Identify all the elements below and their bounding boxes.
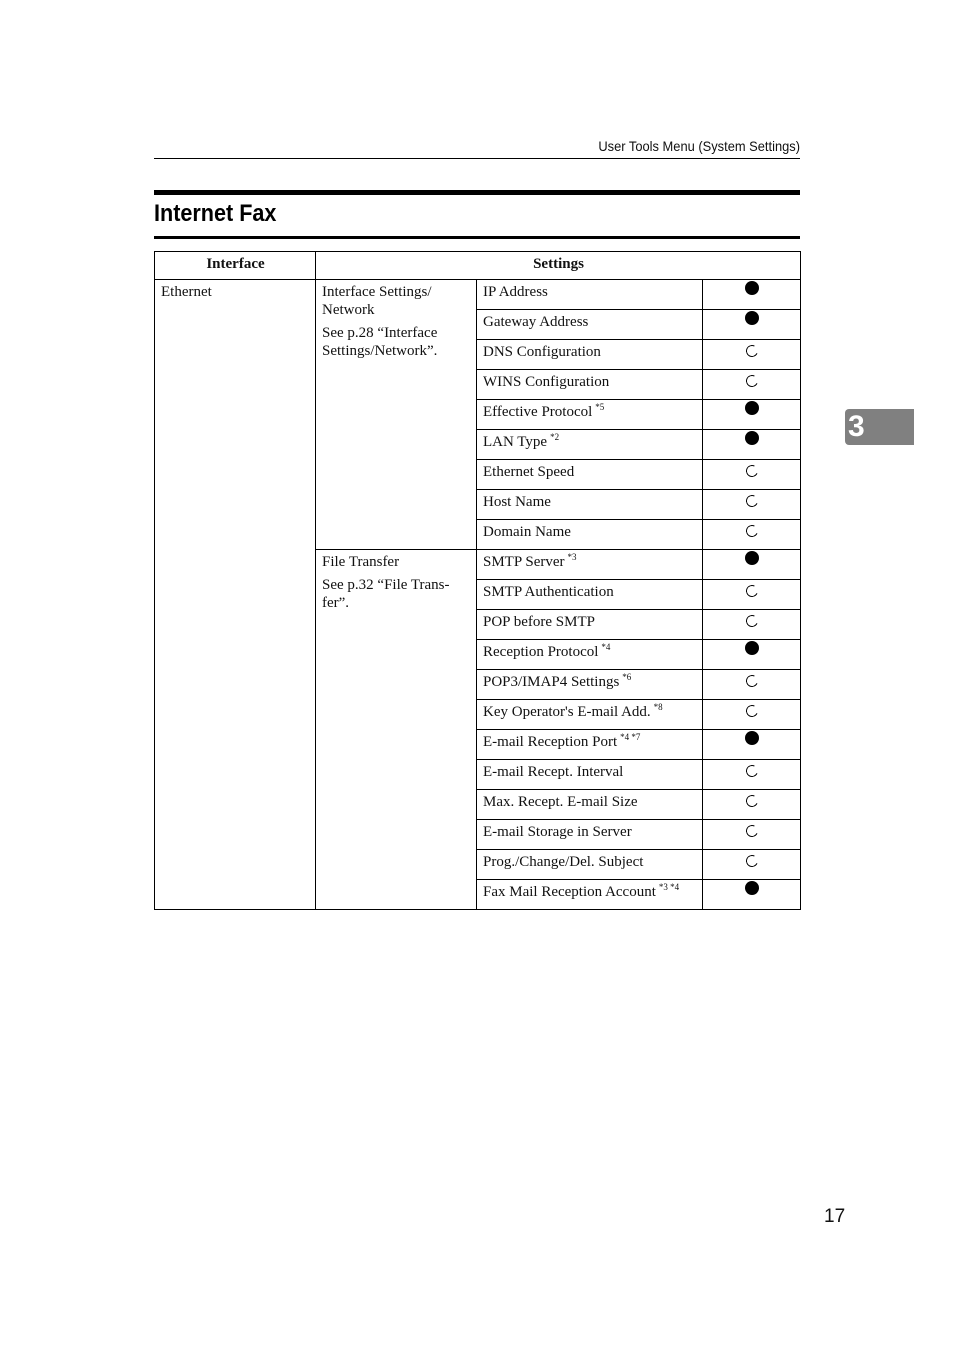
open-circle-icon xyxy=(744,523,759,538)
setting-item-cell xyxy=(477,520,703,550)
footnote-ref: *4 xyxy=(601,642,611,652)
setting-item-cell xyxy=(477,880,703,910)
availability-cell xyxy=(703,340,801,370)
table-body xyxy=(155,280,801,910)
setting-item-cell xyxy=(477,670,703,700)
settings-table xyxy=(154,251,801,910)
availability-cell xyxy=(703,400,801,430)
availability-cell xyxy=(703,820,801,850)
table-row xyxy=(155,280,801,310)
section-bottom-rule xyxy=(154,236,800,239)
availability-cell xyxy=(703,760,801,790)
setting-item-cell xyxy=(477,790,703,820)
open-circle-icon xyxy=(744,853,759,868)
table-header-row xyxy=(155,252,801,280)
setting-item-cell xyxy=(477,730,703,760)
filled-circle-icon xyxy=(745,401,759,415)
open-circle-icon xyxy=(744,793,759,808)
setting-item-cell xyxy=(477,850,703,880)
filled-circle-icon xyxy=(745,281,759,295)
group-name: Interface Settings/ Network xyxy=(322,284,432,318)
availability-cell xyxy=(703,370,801,400)
setting-item-cell xyxy=(477,550,703,580)
filled-circle-icon xyxy=(745,641,759,655)
setting-label: Ethernet Speed xyxy=(483,464,575,480)
availability-cell xyxy=(703,670,801,700)
setting-label: Effective Protocol xyxy=(483,404,593,420)
setting-item-cell xyxy=(477,490,703,520)
setting-label: E-mail Recept. Interval xyxy=(483,764,624,780)
setting-item-cell xyxy=(477,400,703,430)
setting-item-cell xyxy=(477,280,703,310)
setting-label: SMTP Server xyxy=(483,554,565,570)
open-circle-icon xyxy=(744,343,759,358)
setting-item-cell xyxy=(477,700,703,730)
setting-label: Domain Name xyxy=(483,524,571,540)
open-circle-icon xyxy=(744,373,759,388)
group-name: File Transfer xyxy=(322,554,400,570)
open-circle-icon xyxy=(744,673,759,688)
setting-item-cell xyxy=(477,430,703,460)
setting-label: E-mail Storage in Server xyxy=(483,824,632,840)
footnote-ref: *2 xyxy=(550,432,560,442)
setting-label: Gateway Address xyxy=(483,314,589,330)
setting-item-cell xyxy=(477,610,703,640)
settings-group-cell xyxy=(316,280,477,550)
page-number: 17 xyxy=(824,1206,846,1227)
availability-cell xyxy=(703,460,801,490)
interface-cell: Ethernet xyxy=(155,280,316,910)
footnote-ref: *3 xyxy=(567,552,577,562)
availability-cell xyxy=(703,790,801,820)
setting-label: Reception Protocol xyxy=(483,644,599,660)
running-header: User Tools Menu (System Settings) xyxy=(598,138,800,154)
chapter-tab xyxy=(845,409,914,445)
chapter-number: 3 xyxy=(848,410,865,443)
setting-item-cell xyxy=(477,310,703,340)
availability-cell xyxy=(703,880,801,910)
interface-header: Interface xyxy=(155,252,316,280)
setting-label: Fax Mail Reception Account xyxy=(483,884,656,900)
setting-label: WINS Configuration xyxy=(483,374,610,390)
availability-cell xyxy=(703,730,801,760)
footnote-ref: *6 xyxy=(622,672,632,682)
filled-circle-icon xyxy=(745,551,759,565)
settings-header: Settings xyxy=(316,252,801,280)
availability-cell xyxy=(703,610,801,640)
open-circle-icon xyxy=(744,823,759,838)
section-top-rule xyxy=(154,190,800,195)
availability-cell xyxy=(703,580,801,610)
setting-label: POP before SMTP xyxy=(483,614,595,630)
footnote-ref: *8 xyxy=(653,702,663,712)
setting-label: IP Address xyxy=(483,284,548,300)
open-circle-icon xyxy=(744,463,759,478)
setting-label: Prog./Change/Del. Subject xyxy=(483,854,644,870)
availability-cell xyxy=(703,850,801,880)
group-reference: See p.32 “File Trans- fer”. xyxy=(322,577,450,611)
setting-label: SMTP Authentication xyxy=(483,584,614,600)
availability-cell xyxy=(703,490,801,520)
availability-cell xyxy=(703,550,801,580)
open-circle-icon xyxy=(744,763,759,778)
availability-cell xyxy=(703,700,801,730)
group-reference: See p.28 “Interface Settings/Network”. xyxy=(322,325,438,359)
availability-cell xyxy=(703,280,801,310)
setting-item-cell xyxy=(477,580,703,610)
open-circle-icon xyxy=(744,703,759,718)
section-title: Internet Fax xyxy=(154,200,277,227)
availability-cell xyxy=(703,310,801,340)
footnote-ref: *5 xyxy=(595,402,605,412)
open-circle-icon xyxy=(744,493,759,508)
footnote-ref: *3 *4 xyxy=(658,882,680,892)
settings-group-cell xyxy=(316,550,477,910)
availability-cell xyxy=(703,520,801,550)
filled-circle-icon xyxy=(745,881,759,895)
setting-item-cell xyxy=(477,460,703,490)
setting-item-cell xyxy=(477,340,703,370)
availability-cell xyxy=(703,430,801,460)
setting-item-cell xyxy=(477,820,703,850)
open-circle-icon xyxy=(744,613,759,628)
setting-label: E-mail Reception Port xyxy=(483,734,618,750)
setting-label: Key Operator's E-mail Add. xyxy=(483,704,651,720)
setting-label: POP3/IMAP4 Settings xyxy=(483,674,620,690)
filled-circle-icon xyxy=(745,731,759,745)
footnote-ref: *4 *7 xyxy=(620,732,641,742)
setting-item-cell xyxy=(477,760,703,790)
filled-circle-icon xyxy=(745,431,759,445)
header-rule xyxy=(154,158,800,159)
availability-cell xyxy=(703,640,801,670)
setting-label: LAN Type xyxy=(483,434,548,450)
setting-label: Host Name xyxy=(483,494,551,510)
setting-label: DNS Configuration xyxy=(483,344,601,360)
setting-item-cell xyxy=(477,370,703,400)
open-circle-icon xyxy=(744,583,759,598)
setting-label: Max. Recept. E-mail Size xyxy=(483,794,638,810)
filled-circle-icon xyxy=(745,311,759,325)
setting-item-cell xyxy=(477,640,703,670)
